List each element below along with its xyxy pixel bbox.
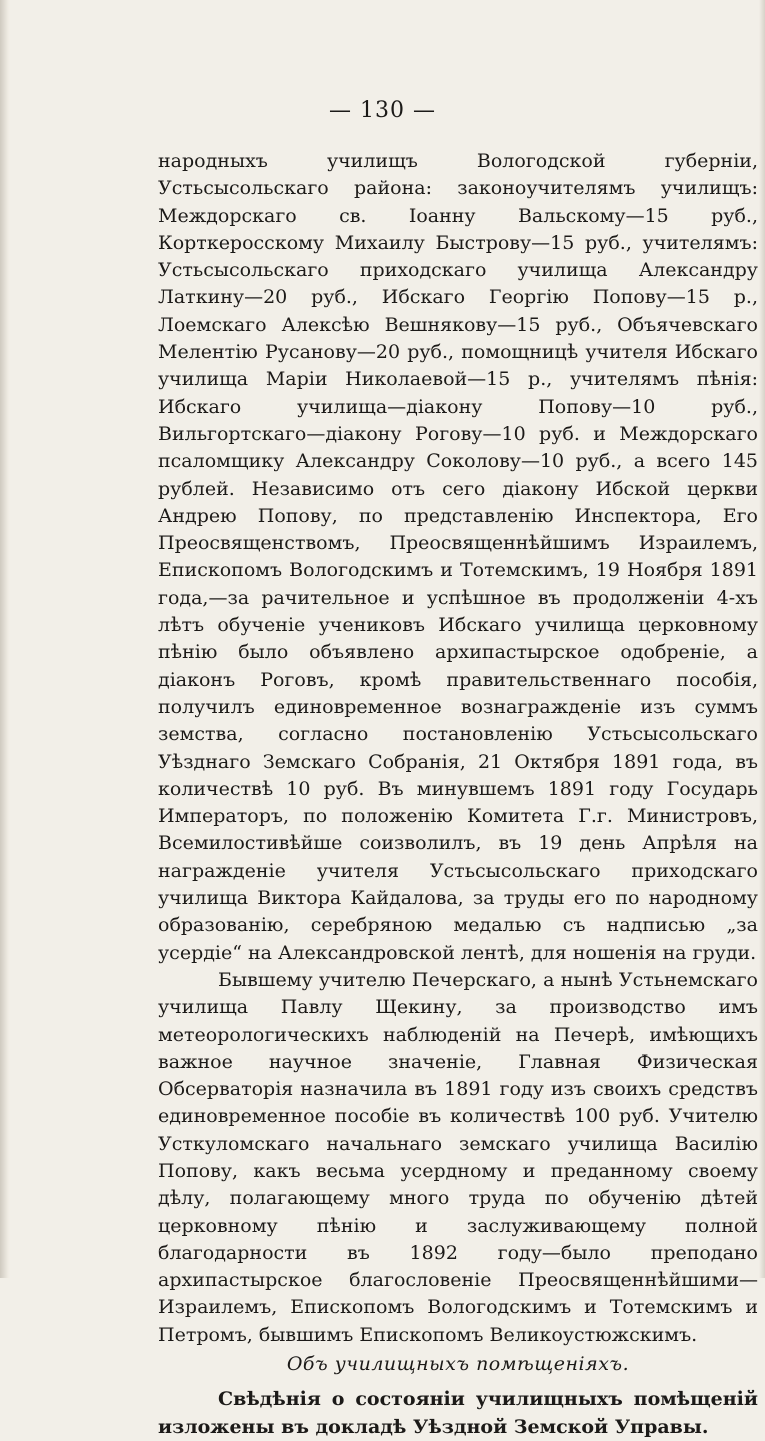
document-body xyxy=(158,148,758,1441)
section-heading: Объ училищныхъ помѣщеніяхъ. xyxy=(286,1353,630,1376)
paragraph-1: народныхъ училищъ Вологодской губерніи, Устьсысольскаго района: законоучителямъ училищъ: Междорскаго св. Іоанну Вальскому—15 руб., Корткеросскому Михаилу Быстрову—15 руб., учителямъ: Устьсысольскаго приходскаго училища Александру Латкину—20 руб., Ибскаго Георгію Попову—15 р., Лоемскаго Алексѣю Вешнякову—15 руб., Объячевскаго Мелентію Русанову—20 руб., помощницѣ учителя Ибскаго училища Маріи Николаевой—15 р., учителямъ пѣнія: Ибскаго училища—діакону Попову—10 руб., Вильгортскаго—діакону Рогову—10 руб. и Междорскаго псаломщику Александру Соколову—10 руб., а всего 145 рублей. Независимо отъ сего діакону Ибской церкви Андрею Попову, по представленію Инспектора, Его Преосвященствомъ, Преосвященнѣйшимъ Израилемъ, Епископомъ Вологодскимъ и Тотемскимъ, 19 Ноября 1891 года,—за рачительное и успѣшное въ продолженіи 4-хъ лѣтъ обученіе учениковъ Ибскаго училища церковному пѣнію было объявлено архипастырское одобреніе, а діаконъ Роговъ, кромѣ правительственнаго пособія, получилъ единовременное вознагражденіе изъ суммъ земства, согласно постановленію Устьсысольскаго Уѣзднаго Земскаго Собранія, 21 Октября 1891 года, въ количествѣ 10 руб. Въ минувшемъ 1891 году Государь Императоръ, по положенію Комитета Г.г. Министровъ, Всемилостивѣйше соизволилъ, въ 19 день Апрѣля на награжденіе учителя Устьсысольскаго приходскаго училища Виктора Кайдалова, за труды его по народному образованію, серебряною медалью съ надписью „за усердіе“ на Александровской лентѣ, для ношенія на груди. xyxy=(158,150,758,964)
section-paragraph: Свѣдѣнія о состояніи училищныхъ помѣщеній изложены въ докладѣ Уѣздной Земской Управы. xyxy=(158,1388,758,1438)
page-edge-right xyxy=(759,0,765,1278)
page-number: — 130 — xyxy=(329,98,436,123)
page-edge-left xyxy=(0,0,10,1278)
paragraph-2: Бывшему учителю Печерскаго, а нынѣ Устьнемскаго училища Павлу Щекину, за производство имъ метеорологическихъ наблюденій на Печерѣ, имѣющихъ важное научное значеніе, Главная Физическая Обсерваторія назначила въ 1891 году изъ своихъ средствъ единовременное пособіе въ количествѣ 100 руб. Учителю Усткуломскаго начальнаго земскаго училища Василію Попову, какъ весьма усердному и преданному своему дѣлу, полагающему много труда по обученію дѣтей церковному пѣнію и заслуживающему полной благодарности въ 1892 году—было преподано архипастырское благословеніе Преосвященнѣйшими—Израилемъ, Епископомъ Вологодскимъ и Тотемскимъ и Петромъ, бывшимъ Епископомъ Великоустюжскимъ. xyxy=(158,968,758,1346)
